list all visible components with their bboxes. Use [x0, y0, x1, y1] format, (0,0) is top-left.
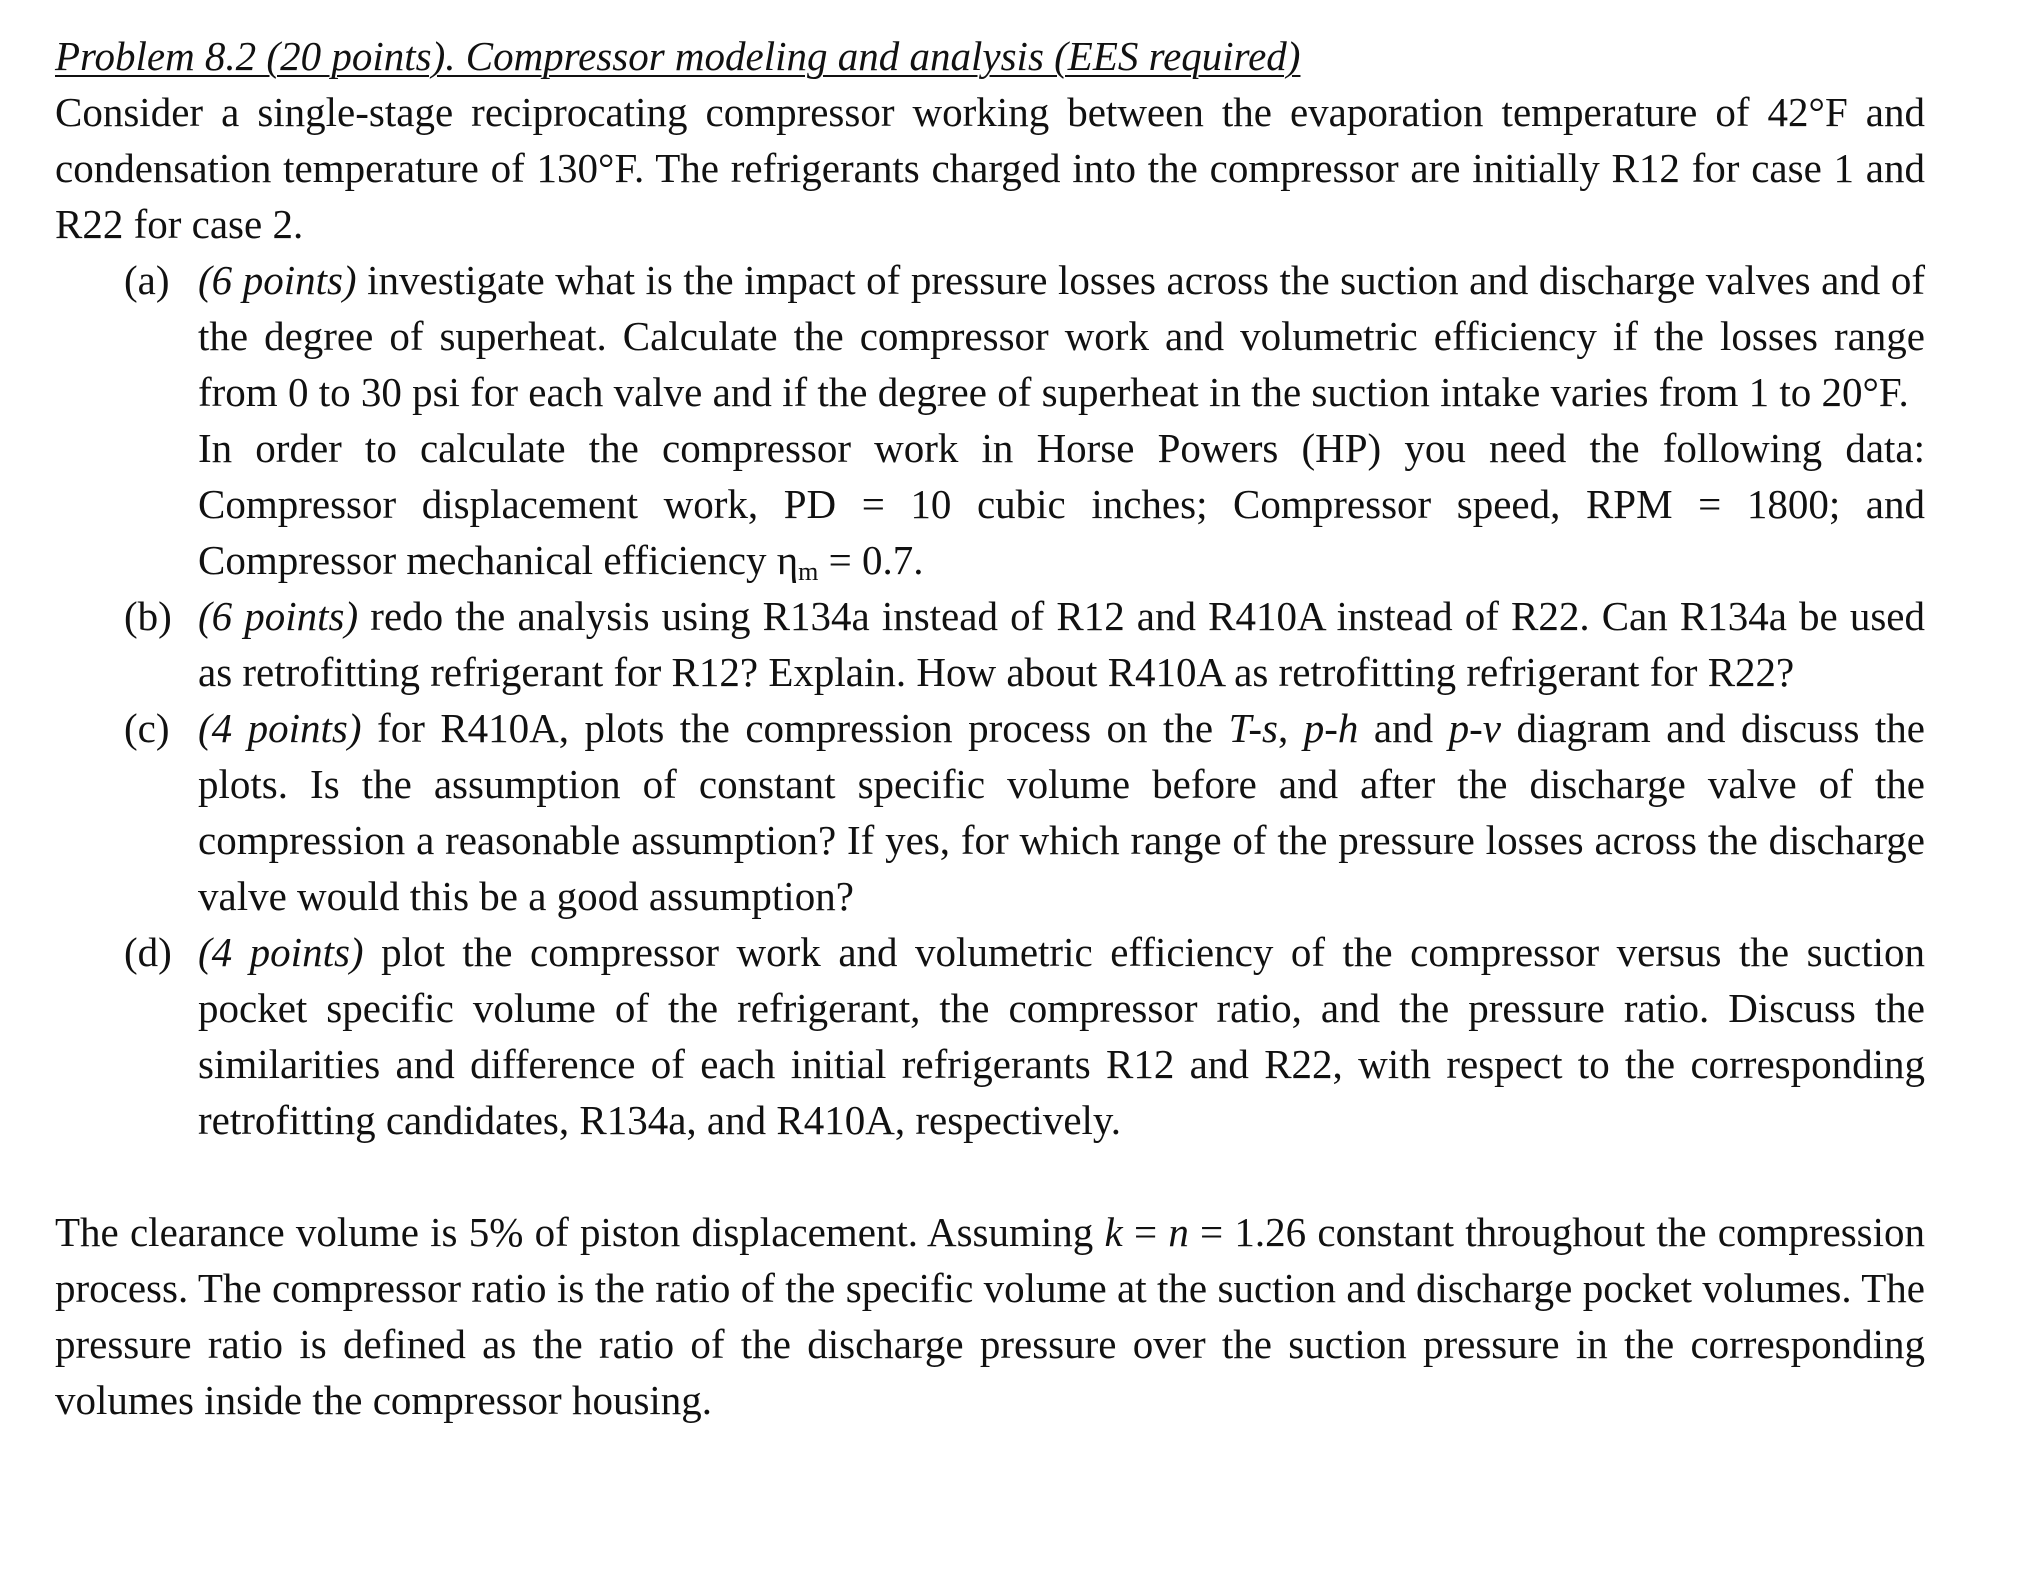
part-c — [55, 700, 1925, 924]
problem-title: Problem 8.2 (20 points). Compressor modeling and analysis (EES required) — [55, 33, 1301, 79]
part-b — [55, 588, 1925, 700]
part-a-note — [55, 420, 1925, 588]
symbol-n: n — [1168, 1209, 1189, 1255]
part-c-text-1: for R410A, plots the compression process on the — [361, 705, 1229, 751]
closing-eq-1: = — [1122, 1209, 1169, 1255]
eta-subscript: m — [798, 557, 819, 586]
part-a — [55, 252, 1925, 420]
part-a-note-value: = 0.7. — [818, 537, 924, 583]
ph-diagram-label: p-h — [1303, 705, 1359, 751]
pv-diagram-label: p-v — [1448, 705, 1501, 751]
closing-paragraph — [55, 1204, 1925, 1428]
part-a-note-text: In order to calculate the compressor work in Horse Powers (HP) you need the following data: Compressor displacement work, PD = 10 cubic inches; Compressor speed, RPM = 1800; and Compressor mechanical efficiency η — [198, 425, 1925, 583]
part-d — [55, 924, 1925, 1148]
part-c-text-2: diagram and discuss the plots. Is the assumption of constant specific volume before and after the discharge valve of the compression a reasonable assumption? If yes, for which range of the pressure losses across the discharge valve would this be a good assumption? — [198, 705, 1926, 919]
problem-parts-list — [55, 252, 1925, 1148]
part-d-points: (4 points) — [198, 929, 364, 975]
part-c-points: (4 points) — [198, 705, 362, 751]
part-c-sep-1: , — [1278, 705, 1304, 751]
part-c-label: (c) — [124, 705, 170, 751]
problem-intro: Consider a single-stage reciprocating compressor working between the evaporation temperature of 42°F and condensation temperature of 130°F. The refrigerants charged into the compressor are initially R12 for case 1 and R22 for case 2. — [55, 89, 1925, 247]
closing-text-2: = 1.26 constant throughout the compression process. The compressor ratio is the ratio of the specific volume at the suction and discharge pocket volumes. The pressure ratio is defined as the ratio of the discharge pressure over the suction pressure in the corresponding volumes inside the compressor housing. — [55, 1209, 1925, 1423]
part-b-points: (6 points) — [198, 593, 359, 639]
part-d-text: plot the compressor work and volumetric efficiency of the compressor versus the suction pocket specific volume of the refrigerant, the compressor ratio, and the pressure ratio. Discuss the similarities and difference of each initial refrigerants R12 and R22, with respect to the corresponding retrofitting candidates, R134a, and R410A, respectively. — [198, 929, 1926, 1143]
part-d-label: (d) — [124, 929, 172, 975]
part-b-label: (b) — [124, 593, 172, 639]
part-b-text: redo the analysis using R134a instead of R12 and R410A instead of R22. Can R134a be used as retrofitting refrigerant for R12? Explain. How about R410A as retrofitting refrigerant for R22? — [198, 593, 1925, 695]
part-c-sep-2: and — [1358, 705, 1449, 751]
paragraph-gap — [55, 1148, 1925, 1204]
part-a-label: (a) — [124, 257, 170, 303]
symbol-k: k — [1104, 1209, 1123, 1255]
part-a-text: investigate what is the impact of pressure losses across the suction and discharge valves and of the degree of superheat. Calculate the compressor work and volumetric efficiency if the losses range from 0 to 30 psi for each valve and if the degree of superheat in the suction intake varies from 1 to 20°F. — [198, 257, 1925, 415]
ts-diagram-label: T-s — [1228, 705, 1278, 751]
part-a-points: (6 points) — [198, 257, 357, 303]
closing-text-1: The clearance volume is 5% of piston displacement. Assuming — [55, 1209, 1105, 1255]
problem-document — [55, 28, 1925, 1428]
